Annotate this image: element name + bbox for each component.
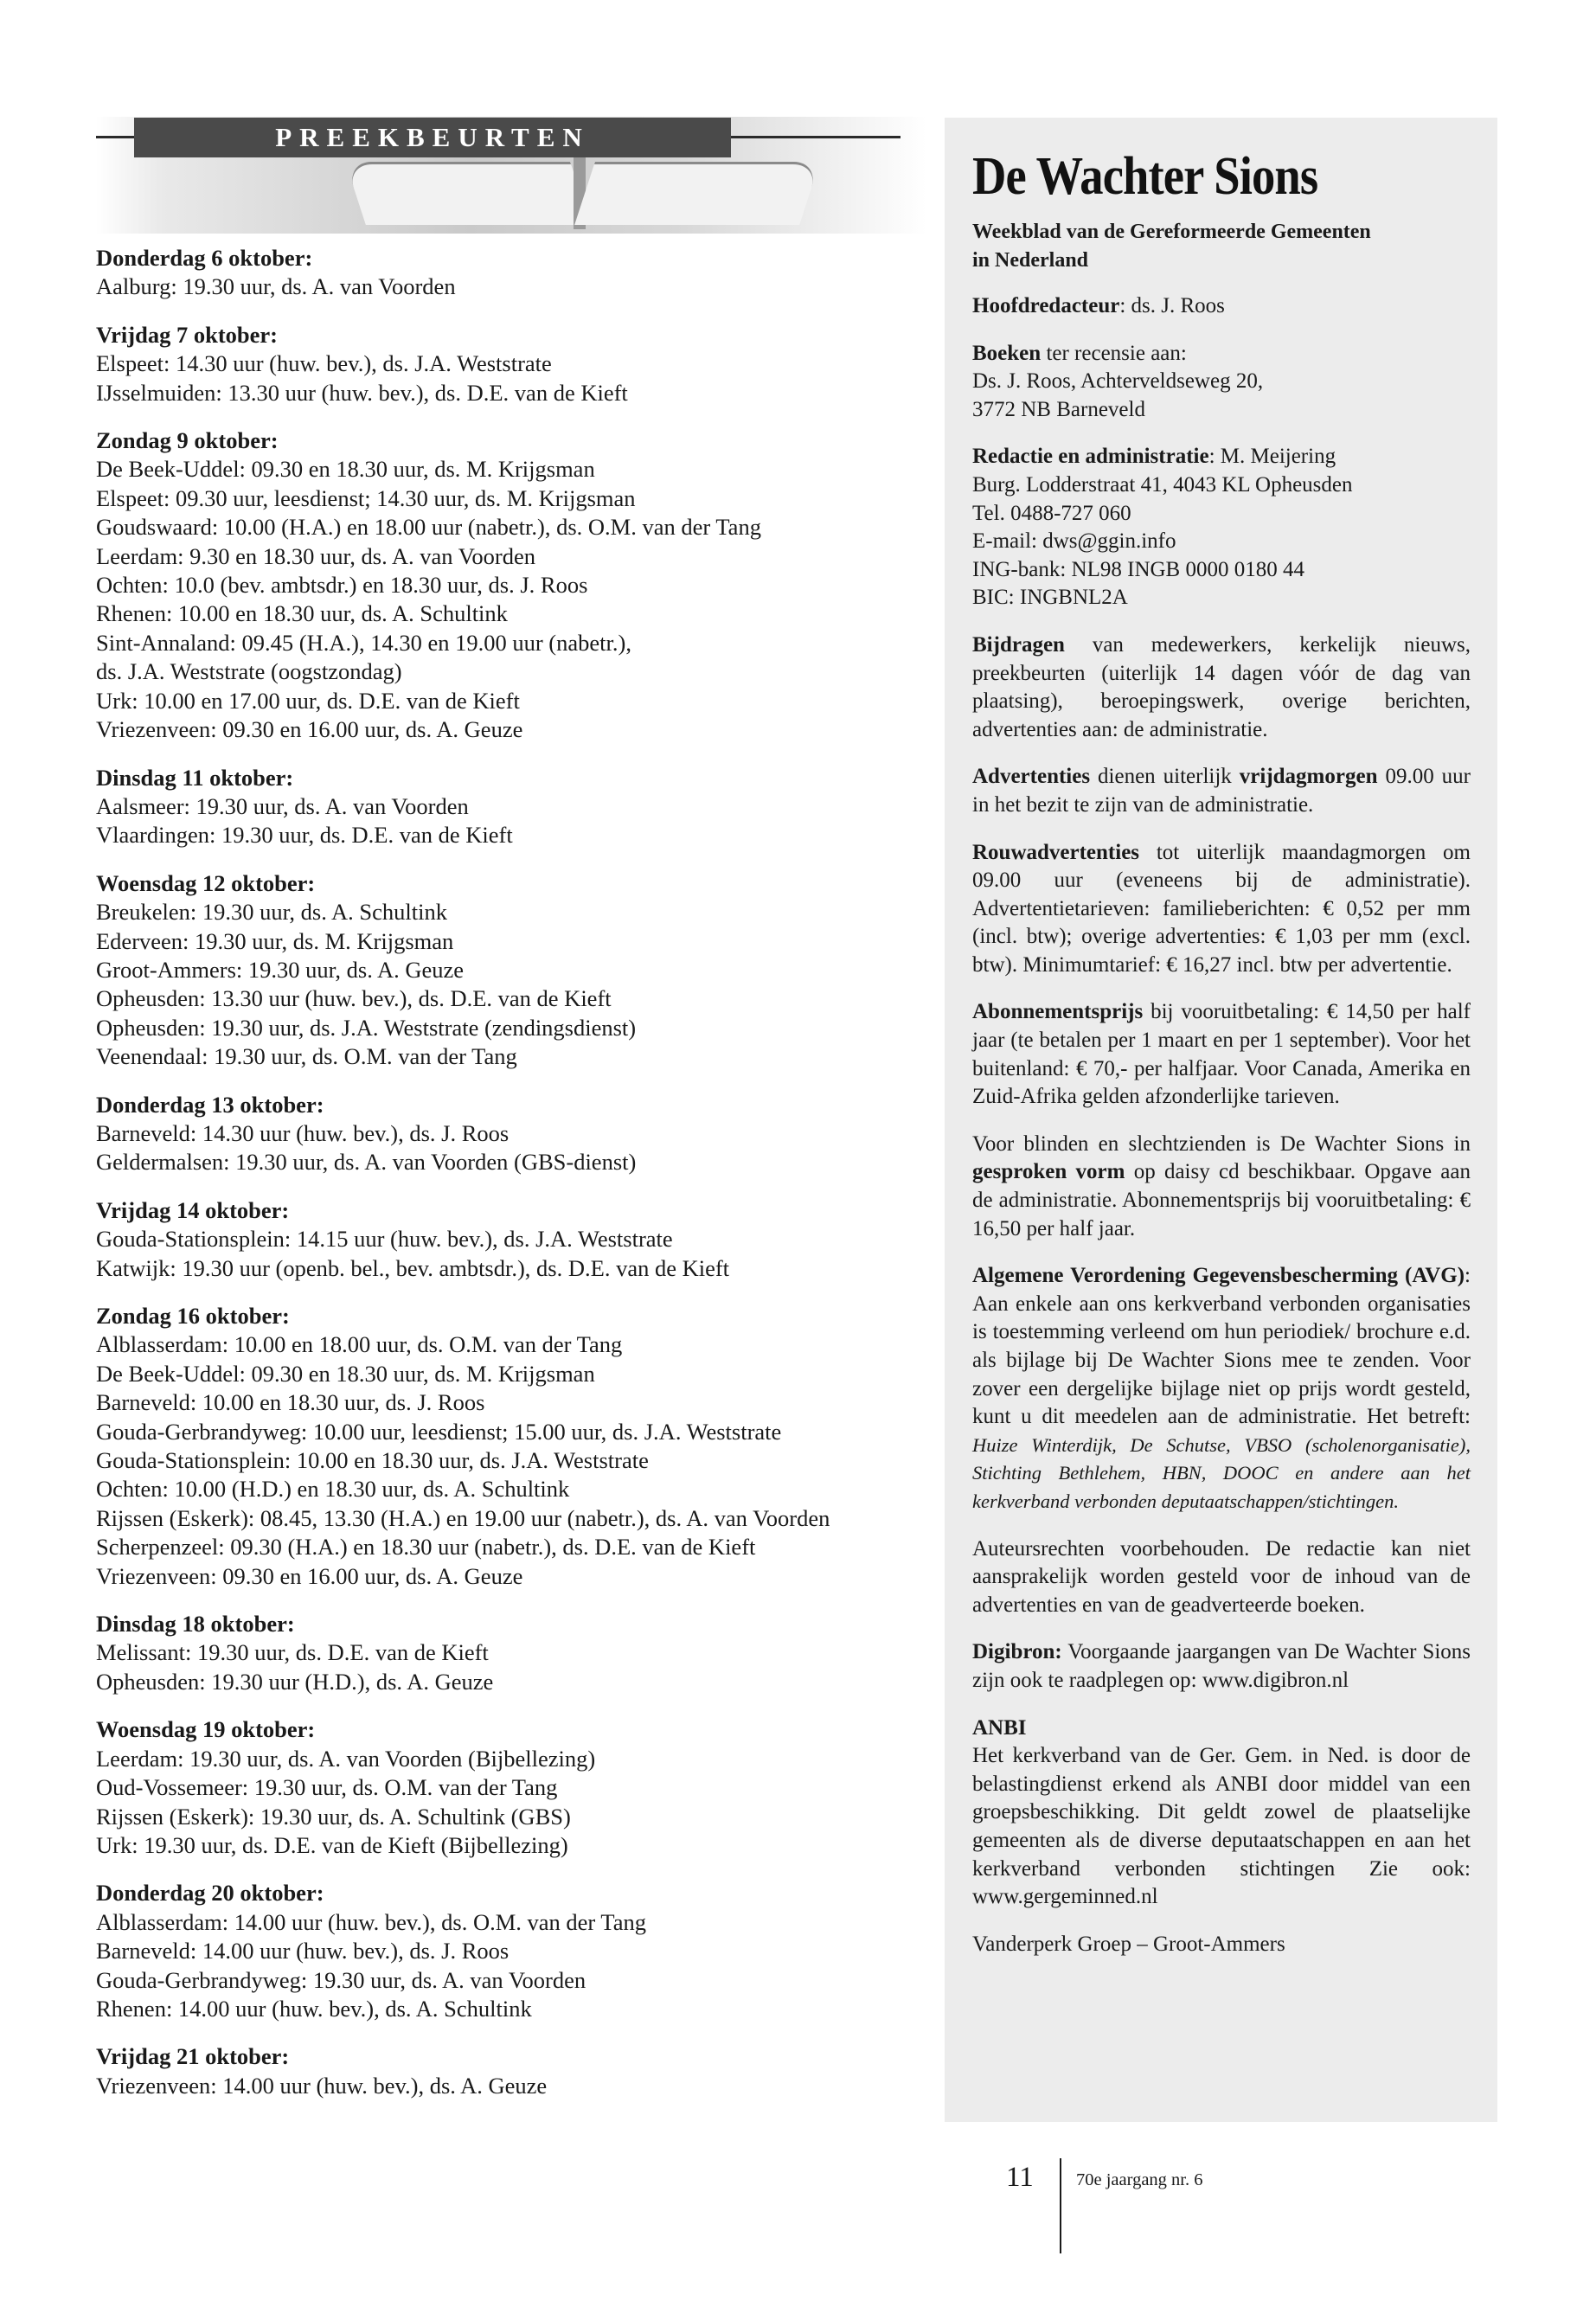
administration-line: : M. Meijering [1208, 445, 1336, 469]
service-entry: Melissant: 19.30 uur, ds. D.E. van de Kieft [96, 1639, 489, 1666]
service-entry: Gouda-Gerbrandyweg: 10.00 uur, leesdienst; 15.00 uur, ds. J.A. Weststrate [96, 1418, 782, 1445]
day-group [96, 1610, 926, 1696]
books-label: Boeken [972, 341, 1042, 365]
day-title: Dinsdag 11 oktober: [96, 764, 294, 791]
service-entry: IJsselmuiden: 13.30 uur (huw. bev.), ds. D.E. van de Kieft [96, 379, 628, 406]
day-group [96, 1715, 926, 1860]
service-entry: Alblasserdam: 10.00 en 18.00 uur, ds. O.M. van der Tang [96, 1331, 623, 1358]
service-entry: Ederveen: 19.30 uur, ds. M. Krijgsman [96, 927, 454, 954]
audio-edition-text: Voor blinden en slechtzienden is De Wachter Sions in [972, 1131, 1471, 1156]
subtitle-line: Weekblad van de Gereformeerde Gemeenten [972, 221, 1371, 243]
service-entry: Leerdam: 9.30 en 18.30 uur, ds. A. van Voorden [96, 542, 536, 569]
day-group [96, 764, 926, 850]
service-entry: ds. J.A. Weststrate (oogstzondag) [96, 658, 402, 685]
service-entry: Oud-Vossemeer: 19.30 uur, ds. O.M. van der Tang [96, 1774, 558, 1801]
service-entry: Breukelen: 19.30 uur, ds. A. Schultink [96, 899, 447, 926]
services-list [96, 244, 926, 2119]
service-entry: Geldermalsen: 19.30 uur, ds. A. van Voorden (GBS-dienst) [96, 1149, 637, 1176]
issue-info: 70e jaargang nr. 6 [1076, 2170, 1203, 2189]
colophon-box [945, 118, 1497, 2122]
day-title: Woensdag 19 oktober: [96, 1716, 316, 1743]
service-entry: Barneveld: 10.00 en 18.30 uur, ds. J. Roos [96, 1389, 485, 1416]
gdpr-label: Algemene Verordening Gegevensbescherming (AVG) [972, 1264, 1465, 1288]
day-title: Dinsdag 18 oktober: [96, 1611, 295, 1638]
service-entry: De Beek-Uddel: 09.30 en 18.30 uur, ds. M. Krijgsman [96, 1360, 595, 1387]
administration-line: E-mail: dws@ggin.info [972, 529, 1176, 554]
service-entry: Aalsmeer: 19.30 uur, ds. A. van Voorden [96, 792, 469, 819]
service-entry: Alblasserdam: 14.00 uur (huw. bev.), ds. O.M. van der Tang [96, 1908, 646, 1935]
books-line: 3772 NB Barneveld [972, 397, 1145, 421]
audio-edition-emphasis: gesproken vorm [972, 1160, 1125, 1184]
subscription-text: bij vooruitbetaling: € 14,50 per half jaar (te betalen per 1 maart en per 1 september). Voor het buitenland: € 70,- per halfjaar. Voor Canada, Amerika en Zuid-Afrika gelden afzonderlijke tarieven. [972, 1000, 1471, 1109]
anbi-block [972, 1715, 1471, 1912]
audio-edition-text: op daisy cd beschikbaar. Opgave aan de administratie. Abonnementsprijs bij vooruitbetaling: € 16,50 per half jaar. [972, 1160, 1471, 1240]
service-entry: Gouda-Gerbrandyweg: 19.30 uur, ds. A. van Voorden [96, 1966, 586, 1993]
section-header-bar [134, 118, 731, 157]
gdpr-organisations: Huize Winterdijk, De Schutse, VBSO (scholenorganisatie), Stichting Bethlehem, HBN, DOOC en andere aan het kerkverband verbonden deputaatschappen/stichtingen. [972, 1433, 1471, 1512]
service-entry: Leerdam: 19.30 uur, ds. A. van Voorden (Bijbellezing) [96, 1745, 596, 1772]
service-entry: Rijssen (Eskerk): 19.30 uur, ds. A. Schultink (GBS) [96, 1803, 571, 1830]
masthead-subtitle [972, 218, 1471, 275]
audio-edition-block [972, 1131, 1471, 1243]
service-entry: Opheusden: 13.30 uur (huw. bev.), ds. D.E. van de Kieft [96, 985, 612, 1012]
day-group [96, 1302, 926, 1591]
day-title: Vrijdag 14 oktober: [96, 1196, 290, 1223]
service-entry: Ochten: 10.00 (H.D.) en 18.30 uur, ds. A. Schultink [96, 1476, 570, 1503]
anbi-label: ANBI [972, 1715, 1027, 1740]
printer-text: Vanderperk Groep – Groot-Ammers [972, 1932, 1285, 1956]
digibron-block [972, 1638, 1471, 1695]
day-group [96, 869, 926, 1072]
administration-line: BIC: INGBNL2A [972, 586, 1128, 610]
subscription-block [972, 998, 1471, 1111]
contributions-label: Bijdragen [972, 632, 1065, 657]
contributions-block [972, 631, 1471, 744]
advertisements-label: Advertenties [972, 765, 1091, 789]
day-title: Vrijdag 21 oktober: [96, 2043, 290, 2070]
service-entry: Opheusden: 19.30 uur, ds. J.A. Weststrate (zendingsdienst) [96, 1014, 637, 1041]
service-entry: Barneveld: 14.00 uur (huw. bev.), ds. J. Roos [96, 1938, 510, 1965]
day-title: Zondag 16 oktober: [96, 1303, 290, 1329]
book-page-left [345, 162, 591, 225]
printer-block [972, 1931, 1471, 1959]
books-line: ter recensie aan: [1041, 341, 1187, 365]
service-entry: Elspeet: 14.30 uur (huw. bev.), ds. J.A. Weststrate [96, 350, 552, 377]
administration-block [972, 443, 1471, 612]
gdpr-text: : Aan enkele aan ons kerkverband verbonden organisaties is toestemming verleend om hun periodiek/ brochure e.d. als bijlage bij De Wachter Sions mee te zenden. Voor zover een dergelijke bijlage niet op prijs wordt gesteld, kunt u dit meedelen aan de administratie. Het betreft: [972, 1264, 1471, 1429]
administration-line: ING-bank: NL98 INGB 0000 0180 44 [972, 557, 1304, 581]
day-title: Donderdag 20 oktober: [96, 1880, 324, 1907]
copyright-block [972, 1535, 1471, 1620]
page-number: 11 [1006, 2162, 1034, 2193]
service-entry: Rhenen: 10.00 en 18.30 uur, ds. A. Schultink [96, 600, 508, 627]
contributions-text: van medewerkers, kerkelijk nieuws, preekbeurten (uiterlijk 14 dagen vóór de dag van plaatsing), beroepingswerk, overige berichten, advertenties aan: de administratie. [972, 632, 1471, 741]
day-group [96, 321, 926, 407]
digibron-text: Voorgaande jaargangen van De Wachter Sions zijn ook te raadplegen op: www.digibron.nl [972, 1640, 1471, 1692]
service-entry: Veenendaal: 19.30 uur, ds. O.M. van der Tang [96, 1043, 517, 1070]
service-entry: Opheusden: 19.30 uur (H.D.), ds. A. Geuze [96, 1668, 494, 1695]
gdpr-block [972, 1262, 1471, 1516]
section-title: PREEKBEURTEN [275, 122, 590, 152]
mourning-ads-label: Rouwadvertenties [972, 840, 1140, 864]
day-group [96, 244, 926, 302]
service-entry: Barneveld: 14.30 uur (huw. bev.), ds. J. Roos [96, 1119, 510, 1146]
service-entry: De Beek-Uddel: 09.30 en 18.30 uur, ds. M. Krijgsman [96, 456, 595, 483]
service-entry: Rijssen (Eskerk): 08.45, 13.30 (H.A.) en 19.00 uur (nabetr.), ds. A. van Voorden [96, 1504, 830, 1531]
administration-label: Redactie en administratie [972, 445, 1209, 469]
service-entry: Urk: 10.00 en 17.00 uur, ds. D.E. van de Kieft [96, 687, 520, 714]
service-entry: Vlaardingen: 19.30 uur, ds. D.E. van de Kieft [96, 822, 513, 849]
service-entry: Aalburg: 19.30 uur, ds. A. van Voorden [96, 273, 456, 300]
service-entry: Scherpenzeel: 09.30 (H.A.) en 18.30 uur (nabetr.), ds. D.E. van de Kieft [96, 1534, 756, 1561]
day-group [96, 426, 926, 744]
service-entry: Gouda-Stationsplein: 10.00 en 18.30 uur, ds. J.A. Weststrate [96, 1447, 649, 1474]
service-entry: Elspeet: 09.30 uur, leesdienst; 14.30 uur, ds. M. Krijgsman [96, 484, 636, 511]
advertisements-block [972, 763, 1471, 819]
day-group [96, 2042, 926, 2100]
editor-value: : ds. J. Roos [1119, 294, 1225, 317]
service-entry: Goudswaard: 10.00 (H.A.) en 18.00 uur (nabetr.), ds. O.M. van der Tang [96, 514, 761, 541]
service-entry: Vriezenveen: 14.00 uur (huw. bev.), ds. A. Geuze [96, 2072, 548, 2099]
service-entry: Vriezenveen: 09.30 en 16.00 uur, ds. A. Geuze [96, 716, 523, 743]
mourning-ads-block [972, 839, 1471, 980]
day-title: Zondag 9 oktober: [96, 427, 279, 454]
service-entry: Ochten: 10.0 (bev. ambtsdr.) en 18.30 uur, ds. J. Roos [96, 572, 588, 599]
digibron-label: Digibron: [972, 1640, 1062, 1664]
masthead-title: De Wachter Sions [972, 147, 1318, 206]
day-title: Donderdag 13 oktober: [96, 1091, 324, 1118]
day-title: Donderdag 6 oktober: [96, 245, 313, 271]
service-entry: Urk: 19.30 uur, ds. D.E. van de Kieft (Bijbellezing) [96, 1831, 568, 1858]
day-group [96, 1196, 926, 1283]
day-title: Woensdag 12 oktober: [96, 869, 316, 896]
advertisements-text: dienen uiterlijk [1090, 765, 1240, 789]
day-group [96, 1091, 926, 1177]
books-block [972, 340, 1471, 425]
day-group [96, 1879, 926, 2023]
copyright-text: Auteursrechten voorbehouden. De redactie kan niet aansprakelijk worden gesteld voor de inhoud van de advertenties en van de geadverteerde boeken. [972, 1536, 1471, 1617]
service-entry: Rhenen: 14.00 uur (huw. bev.), ds. A. Schultink [96, 1995, 532, 2022]
book-page-right [574, 162, 820, 225]
day-title: Vrijdag 7 oktober: [96, 321, 279, 348]
editor-block [972, 292, 1471, 321]
service-entry: Groot-Ammers: 19.30 uur, ds. A. Geuze [96, 956, 465, 983]
service-entry: Vriezenveen: 09.30 en 16.00 uur, ds. A. Geuze [96, 1562, 523, 1589]
advertisements-deadline: vrijdagmorgen [1239, 765, 1378, 789]
service-entry: Katwijk: 19.30 uur (openb. bel., bev. ambtsdr.), ds. D.E. van de Kieft [96, 1254, 730, 1281]
footer-divider [1060, 2158, 1061, 2253]
advertisements-text: 09.00 uur in het bezit te zijn van de administratie. [972, 765, 1471, 817]
books-line: Ds. J. Roos, Achterveldseweg 20, [972, 369, 1264, 394]
administration-line: Burg. Lodderstraat 41, 4043 KL Opheusden [972, 472, 1353, 497]
service-entry: Sint-Annaland: 09.45 (H.A.), 14.30 en 19.00 uur (nabetr.), [96, 629, 631, 656]
anbi-text: Het kerkverband van de Ger. Gem. in Ned. is door de belastingdienst erkend als ANBI door middel van een groepsbeschikking. Dit geldt zowel de plaatselijke gemeenten als de diverse deputaatschappen en aan het kerkverband verbonden stichtingen Zie ook: www.gergeminned.nl [972, 1744, 1471, 1909]
service-entry: Gouda-Stationsplein: 14.15 uur (huw. bev.), ds. J.A. Weststrate [96, 1226, 673, 1253]
editor-label: Hoofdredacteur [972, 294, 1120, 317]
administration-line: Tel. 0488-727 060 [972, 501, 1131, 525]
subtitle-line: in Nederland [972, 249, 1089, 272]
mourning-ads-text: tot uiterlijk maandagmorgen om 09.00 uur (eveneens bij de administratie). Advertentietarieven: familieberichten: € 0,52 per mm (incl. btw); overige advertenties: € 1,03 per mm (excl. btw). Minimumtarief: € 16,27 incl. btw per advertentie. [972, 840, 1471, 977]
subscription-label: Abonnementsprijs [972, 1000, 1144, 1024]
